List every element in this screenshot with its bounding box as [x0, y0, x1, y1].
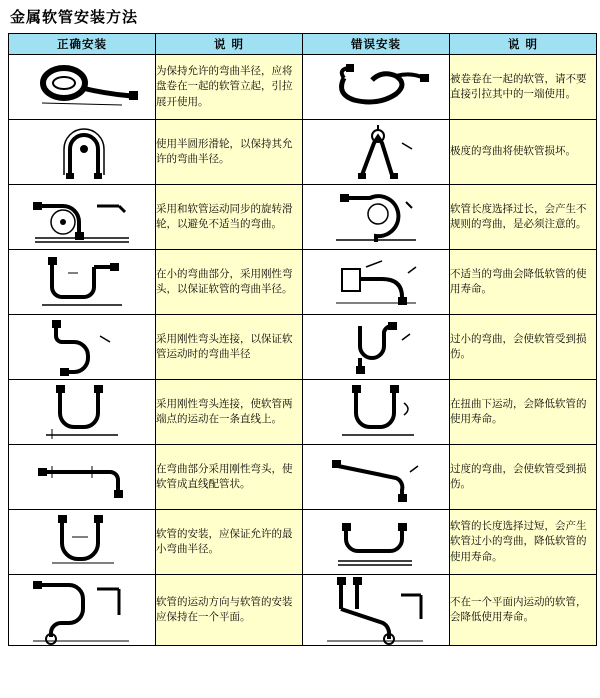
excess-length-loop-wrong-icon — [316, 188, 436, 246]
wrong-note-cell: 软管长度选择过长，会产生不规则的弯曲，是必须注意的。 — [450, 185, 597, 250]
header-wrong-note: 说 明 — [450, 34, 597, 55]
coiled-hose-pulled-wrong-icon — [316, 58, 436, 116]
table-row — [9, 120, 597, 185]
header-row — [9, 34, 597, 55]
correct-note-cell: 使用半圆形滑轮，以保持其允许的弯曲半径。 — [156, 120, 303, 185]
wrong-diagram-cell — [303, 250, 450, 315]
table-row — [9, 380, 597, 445]
wrong-diagram-cell — [303, 55, 450, 120]
hose-installation-table — [8, 33, 597, 646]
wrong-diagram-cell — [303, 575, 450, 646]
sharp-bend-pulley-wrong-icon — [316, 123, 436, 181]
min-bend-radius-correct-icon — [22, 513, 142, 571]
table-row — [9, 185, 597, 250]
wrong-note-cell: 不在一个平面内运动的软管，会降低使用寿命。 — [450, 575, 597, 646]
wrong-note-cell: 极度的弯曲将使软管损坏。 — [450, 120, 597, 185]
header-correct-install: 正确安装 — [9, 34, 156, 55]
rigid-elbow-small-bend-correct-icon — [22, 253, 142, 311]
wrong-diagram-cell — [303, 445, 450, 510]
wrong-note-cell: 不适当的弯曲会降低软管的使用寿命。 — [450, 250, 597, 315]
table-row — [9, 55, 597, 120]
correct-note-cell: 软管的安装，应保证允许的最小弯曲半径。 — [156, 510, 303, 575]
correct-diagram-cell — [9, 250, 156, 315]
semicircular-sheave-correct-icon — [22, 123, 142, 181]
wrong-diagram-cell — [303, 510, 450, 575]
header-wrong-install: 错误安装 — [303, 34, 450, 55]
wrong-note-cell: 被卷卷在一起的软管，请不要直接引拉其中的一端使用。 — [450, 55, 597, 120]
correct-diagram-cell — [9, 380, 156, 445]
correct-note-cell: 软管的运动方向与软管的安装应保持在一个平面。 — [156, 575, 303, 646]
correct-note-cell: 为保持允许的弯曲半径，应将盘卷在一起的软管立起，引拉展开使用。 — [156, 55, 303, 120]
too-small-bend-wrong-icon — [316, 318, 436, 376]
table-row — [9, 445, 597, 510]
correct-diagram-cell — [9, 185, 156, 250]
wrong-note-cell: 过度的弯曲，会使软管受到损伤。 — [450, 445, 597, 510]
out-of-plane-movement-wrong-icon — [313, 575, 439, 645]
correct-note-cell: 采用刚性弯头连接，使软管两端点的运动在一条直线上。 — [156, 380, 303, 445]
table-row — [9, 510, 597, 575]
wrong-diagram-cell — [303, 380, 450, 445]
correct-note-cell: 采用和软管运动同步的旋转滑轮，以避免不适当的弯曲。 — [156, 185, 303, 250]
correct-diagram-cell — [9, 510, 156, 575]
correct-diagram-cell — [9, 575, 156, 646]
rigid-elbow-u-bend-correct-icon — [22, 318, 142, 376]
correct-diagram-cell — [9, 120, 156, 185]
over-bending-wrong-icon — [316, 448, 436, 506]
table-header — [9, 34, 597, 55]
table-row — [9, 250, 597, 315]
rotating-sheave-chain-correct-icon — [19, 188, 145, 246]
wrong-diagram-cell — [303, 315, 450, 380]
page-title: 金属软管安装方法 — [10, 8, 139, 26]
correct-diagram-cell — [9, 315, 156, 380]
too-long-small-bend-wrong-icon — [316, 513, 436, 571]
table-row — [9, 575, 597, 646]
correct-diagram-cell — [9, 55, 156, 120]
wrong-diagram-cell — [303, 185, 450, 250]
wrong-note-cell: 过小的弯曲，会使软管受到损伤。 — [450, 315, 597, 380]
table-body — [9, 55, 597, 646]
table-row — [9, 315, 597, 380]
coiled-hose-flat-correct-icon — [22, 58, 142, 116]
wrong-diagram-cell — [303, 120, 450, 185]
correct-note-cell: 在弯曲部分采用刚性弯头，使软管成直线配管状。 — [156, 445, 303, 510]
wrong-note-cell: 在扭曲下运动，会降低软管的使用寿命。 — [450, 380, 597, 445]
same-plane-movement-correct-icon — [19, 575, 145, 645]
correct-note-cell: 采用刚性弯头连接，以保证软管运动时的弯曲半径 — [156, 315, 303, 380]
correct-note-cell: 在小的弯曲部分，采用刚性弯头，以保证软管的弯曲半径。 — [156, 250, 303, 315]
header-correct-note: 说 明 — [156, 34, 303, 55]
straight-pipe-elbow-correct-icon — [22, 448, 142, 506]
rigid-elbow-straight-line-correct-icon — [22, 383, 142, 441]
wrong-note-cell: 软管的长度选择过短，会产生软管过小的弯曲，降低软管的使用寿命。 — [450, 510, 597, 575]
improper-bend-clamp-wrong-icon — [316, 253, 436, 311]
correct-diagram-cell — [9, 445, 156, 510]
torsion-movement-wrong-icon — [316, 383, 436, 441]
